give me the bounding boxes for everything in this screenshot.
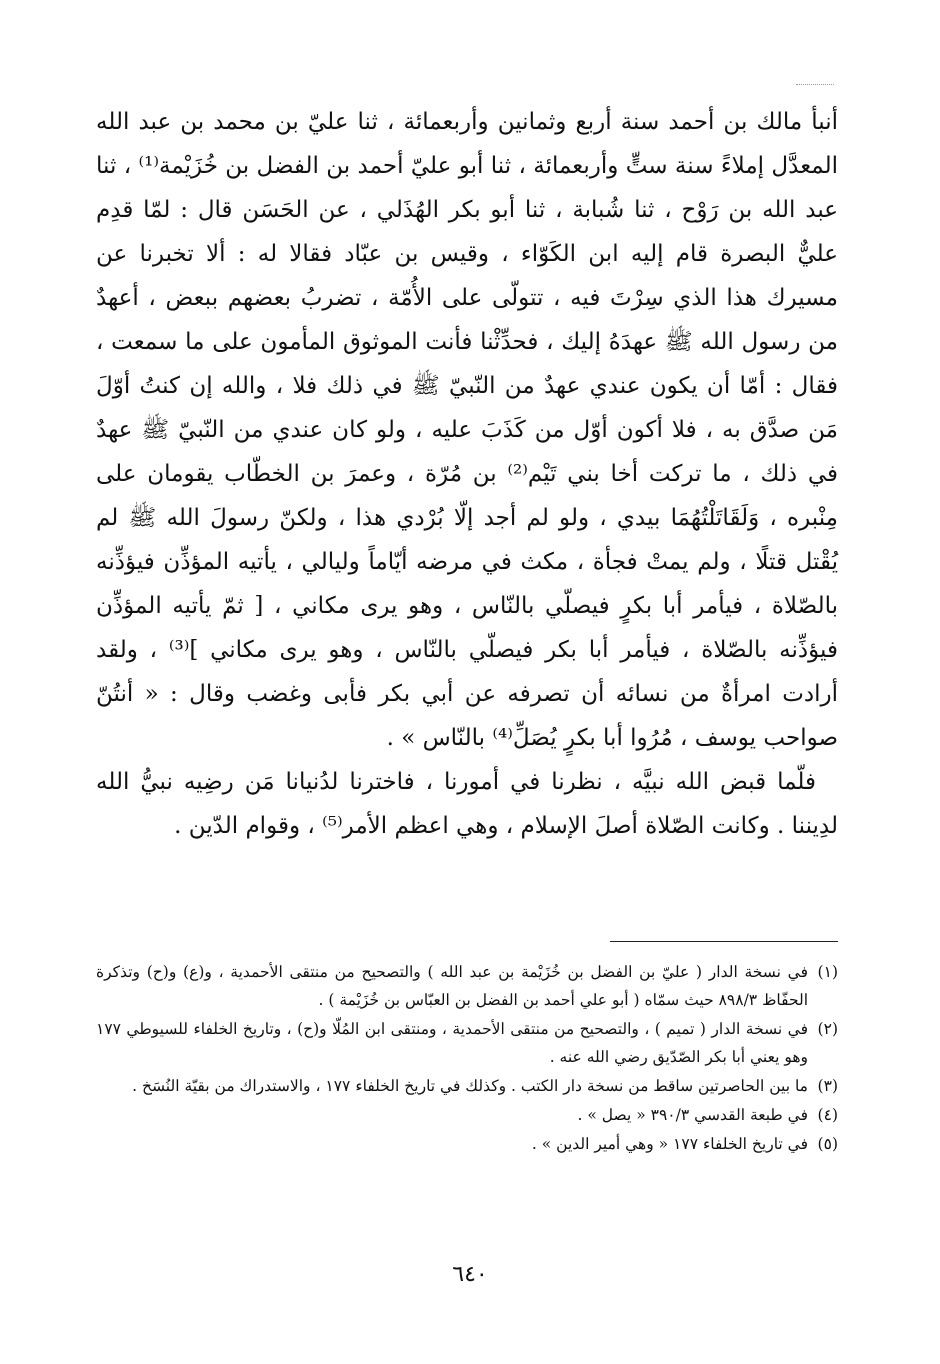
main-text bbox=[96, 100, 838, 848]
footnote-5 bbox=[96, 1130, 838, 1158]
footnote-3 bbox=[96, 1072, 838, 1100]
footnotes bbox=[96, 958, 838, 1159]
footnote-number: (١) bbox=[817, 963, 838, 981]
footnote-text: ما بين الحاصرتين ساقط من نسخة دار الكتب . وكذلك في تاريخ الخلفاء ١٧٧ ، والاستدراك من بقيّة النُسَخ . bbox=[132, 1077, 808, 1095]
footnote-number: (٢) bbox=[817, 1020, 838, 1038]
footnote-text: في طبعة القدسي ٣٩٠/٣ « يصل » . bbox=[577, 1106, 808, 1124]
footnote-1 bbox=[96, 958, 838, 1014]
footnote-text: في تاريخ الخلفاء ١٧٧ « وهي أمير الدين » . bbox=[531, 1135, 808, 1153]
footnote-number: (٤) bbox=[817, 1106, 838, 1124]
footnote-text: في نسخة الدار ( تميم ) ، والتصحيح من منتقى الأحمدية ، ومنتقى ابن المُلّا و(ح) ، وتاريخ الخلفاء للسيوطي ١٧٧ وهو يعني أبا بكر الصّدّيق رضي الله عنه . bbox=[96, 1020, 808, 1066]
footnote-text: في نسخة الدار ( عليّ بن الفضل بن خُزَيْمة بن عبد الله ) والتصحيح من منتقى الأحمدية ، و(ع) و(ح) وتذكرة الحفّاظ ٨٩٨/٣ حيث سمّاه ( أبو علي أحمد بن الفضل بن العبّاس بن خُزَيْمة ) . bbox=[96, 963, 808, 1009]
footnote-4 bbox=[96, 1101, 838, 1129]
footnote-number: (٣) bbox=[817, 1077, 838, 1095]
footnote-number: (٥) bbox=[817, 1135, 838, 1153]
footnote-2 bbox=[96, 1015, 838, 1071]
footnote-separator bbox=[610, 941, 838, 942]
paragraph-1: أنبأ مالك بن أحمد سنة أربع وثمانين وأربعمائة ، ثنا عليّ بن محمد بن عبد الله المعدَّل إملاءً سنة ستٍّ وأربعمائة ، ثنا أبو عليّ أحمد بن الفضل بن خُزَيْمة⁽¹⁾ ، ثنا عبد الله بن رَوْح ، ثنا شُبابة ، ثنا أبو بكر الهُذَلي ، عن الحَسَن قال : لمّا قدِم عليٌّ البصرة قام إليه ابن الكَوّاء ، وقيس بن عبّاد فقالا له : ألا تخبرنا عن مسيرك هذا الذي سِرْتَ فيه ، تتولّى على الأُمّة ، تضربُ بعضهم ببعض ، أعهدٌ من رسول الله ﷺ عهدَهُ إليك ، فحدِّثْنا فأنت الموثوق المأمون على ما سمعت ، فقال : أمّا أن يكون عندي عهدٌ من النّبيّ ﷺ في ذلك فلا ، والله إن كنتُ أوّلَ مَن صدَّق به ، فلا أكون أوّل من كَذَبَ عليه ، ولو كان عندي من النّبيّ ﷺ عهدٌ في ذلك ، ما تركت أخا بني تَيْم⁽²⁾ بن مُرّة ، وعمرَ بن الخطّاب يقومان على مِنْبره ، وَلَقَاتَلْتُهُمَا بيدي ، ولو لم أجد إلّا بُرْدي هذا ، ولكنّ رسولَ الله ﷺ لم يُقْتل قتلًا ، ولم يمتْ فجأة ، مكث في مرضه أيّاماً وليالي ، يأتيه المؤذِّن فيؤذِّنه بالصّلاة ، فيأمر أبا بكرٍ فيصلّي بالنّاس ، وهو يرى مكاني ، [ ثمّ يأتيه المؤذِّن فيؤذِّنه بالصّلاة ، فيأمر أبا بكر فيصلّي بالنّاس ، وهو يرى مكاني ]⁽³⁾ ، ولقد أرادت امرأةٌ من نسائه أن تصرفه عن أبي بكر فأبى وغضب وقال : « أنتُنّ صواحب يوسف ، مُرُوا أبا بكرٍ يُصَلِّ⁽⁴⁾ بالنّاس » . bbox=[96, 109, 838, 751]
page-number: ٦٤٠ bbox=[452, 1262, 488, 1287]
scan-corner-mark bbox=[796, 84, 834, 85]
paragraph-2: فلّما قبض الله نبيَّه ، نظرنا في أمورنا ، فاخترنا لدُنيانا مَن رضِيه نبيُّ الله لدِيننا . وكانت الصّلاة أصلَ الإسلام ، وهي اعظم الأمر⁽⁵⁾ ، وقوام الدّين . bbox=[96, 769, 838, 839]
